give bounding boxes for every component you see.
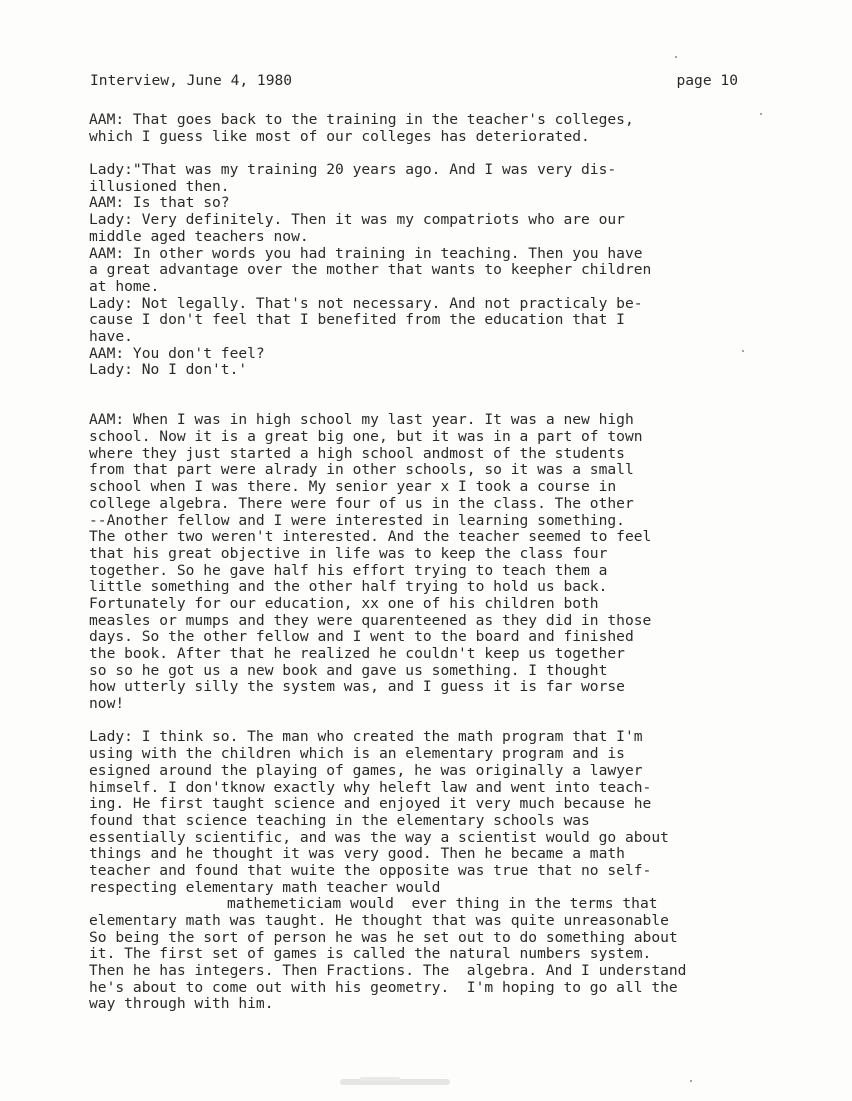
scan-smudge [340, 1076, 450, 1090]
transcript-line-indented: mathemeticiam would ever thing in the terms that [227, 895, 658, 913]
transcript-line: that his great objective in life was to keep the class four [89, 544, 608, 562]
transcript-line: So being the sort of person he was he set out to do something about [89, 928, 678, 946]
transcript-line: now! [89, 695, 125, 713]
transcript-line: elementary math was taught. He thought that was quite unreasonable [89, 912, 669, 929]
transcript-line: college algebra. There were four of us in the class. The other [89, 494, 634, 512]
transcript-line: how utterly silly the system was, and I guess it is far worse [89, 678, 625, 696]
transcript-line: middle aged teachers now. [89, 227, 309, 245]
transcript-line: found that science teaching in the elementary schools was [89, 811, 590, 829]
transcript-line: --Another fellow and I were interested in learning something. [89, 511, 625, 529]
scan-speck [742, 350, 744, 352]
transcript-line: a great advantage over the mother that wants to keepher children [89, 261, 652, 279]
transcript-line: it. The first set of games is called the natural numbers system. [89, 945, 652, 963]
transcript-line: he's about to come out with his geometry. I'm hoping to go all the [89, 978, 678, 996]
transcript-line: esigned around the playing of games, he was originally a lawyer [89, 761, 643, 779]
transcript-line: The other two weren't interested. And the teacher seemed to feel [89, 528, 652, 546]
scan-speck [675, 56, 677, 58]
transcript-line: where they just started a high school andmost of the students [89, 444, 625, 462]
transcript-line: Lady: Very definitely. Then it was my compatriots who are our [89, 211, 625, 229]
transcript-line: Lady: I think so. The man who created the math program that I'm [89, 728, 643, 746]
transcript-line: at home. [89, 277, 160, 295]
transcript-line: things and he thought it was very good. Then he became a math [89, 845, 625, 863]
paragraph-gap [89, 713, 809, 730]
transcript-line: together. So he gave half his effort trying to teach them a [89, 561, 608, 579]
transcript-line: Then he has integers. Then Fractions. The algebra. And I understand [89, 962, 687, 980]
transcript-line: little something and the other half trying to hold us back. [89, 578, 608, 596]
transcript-line: have. [89, 327, 133, 345]
scan-speck [760, 113, 762, 115]
page-header [90, 72, 738, 92]
transcript-line: cause I don't feel that I benefited from the education that I [89, 311, 625, 329]
transcript-line: AAM: You don't feel? [89, 344, 265, 362]
transcript-line: AAM: Is that so? [89, 194, 230, 212]
transcript-line: school when I was there. My senior year x I took a course in [89, 478, 617, 496]
transcript-line: Lady: No I don't.' [89, 361, 248, 379]
transcript-body [89, 112, 809, 1013]
transcript-line: which I guess like most of our colleges has deteriorated. [89, 127, 590, 145]
transcript-line: Lady:"That was my training 20 years ago. And I was very dis- [89, 161, 617, 179]
transcript-line: AAM: That goes back to the training in the teacher's colleges, [89, 111, 634, 128]
transcript-line: respecting elementary math teacher would [89, 878, 441, 896]
transcript-line: days. So the other fellow and I went to the board and finished [89, 628, 634, 646]
transcript-line: school. Now it is a great big one, but it was in a part of town [89, 428, 643, 446]
transcript-line: ing. He first taught science and enjoyed it very much because he [89, 795, 652, 813]
transcript-line: way through with him. [89, 995, 274, 1013]
transcript-line: measles or mumps and they were quarenteened as they did in those [89, 611, 652, 629]
transcript-line: AAM: In other words you had training in teaching. Then you have [89, 244, 643, 262]
scan-speck [690, 1080, 692, 1082]
transcript-line: himself. I don'tknow exactly why heleft law and went into teach- [89, 778, 652, 796]
transcript-line: illusioned then. [89, 177, 230, 195]
page-number: page 10 [676, 72, 738, 89]
transcript-line: Lady: Not legally. That's not necessary. And not practicaly be- [89, 294, 643, 312]
transcript-line: the book. After that he realized he couldn't keep us together [89, 645, 625, 662]
paragraph-gap [89, 379, 809, 396]
transcript-line: Fortunately for our education, xx one of his children both [89, 594, 599, 612]
paragraph-gap [89, 396, 809, 413]
transcript-line: using with the children which is an elementary program and is [89, 745, 625, 763]
paragraph-gap [89, 145, 809, 162]
transcript-line: AAM: When I was in high school my last year. It was a new high [89, 411, 634, 429]
transcript-line: from that part were alrady in other schools, so it was a small [89, 461, 634, 479]
transcript-line: teacher and found that wuite the opposite was true that no self- [89, 861, 652, 879]
transcript-line: essentially scientific, and was the way a scientist would go about [89, 828, 669, 846]
interview-date: Interview, June 4, 1980 [90, 72, 293, 89]
transcript-line: so so he got us a new book and gave us something. I thought [89, 661, 608, 679]
